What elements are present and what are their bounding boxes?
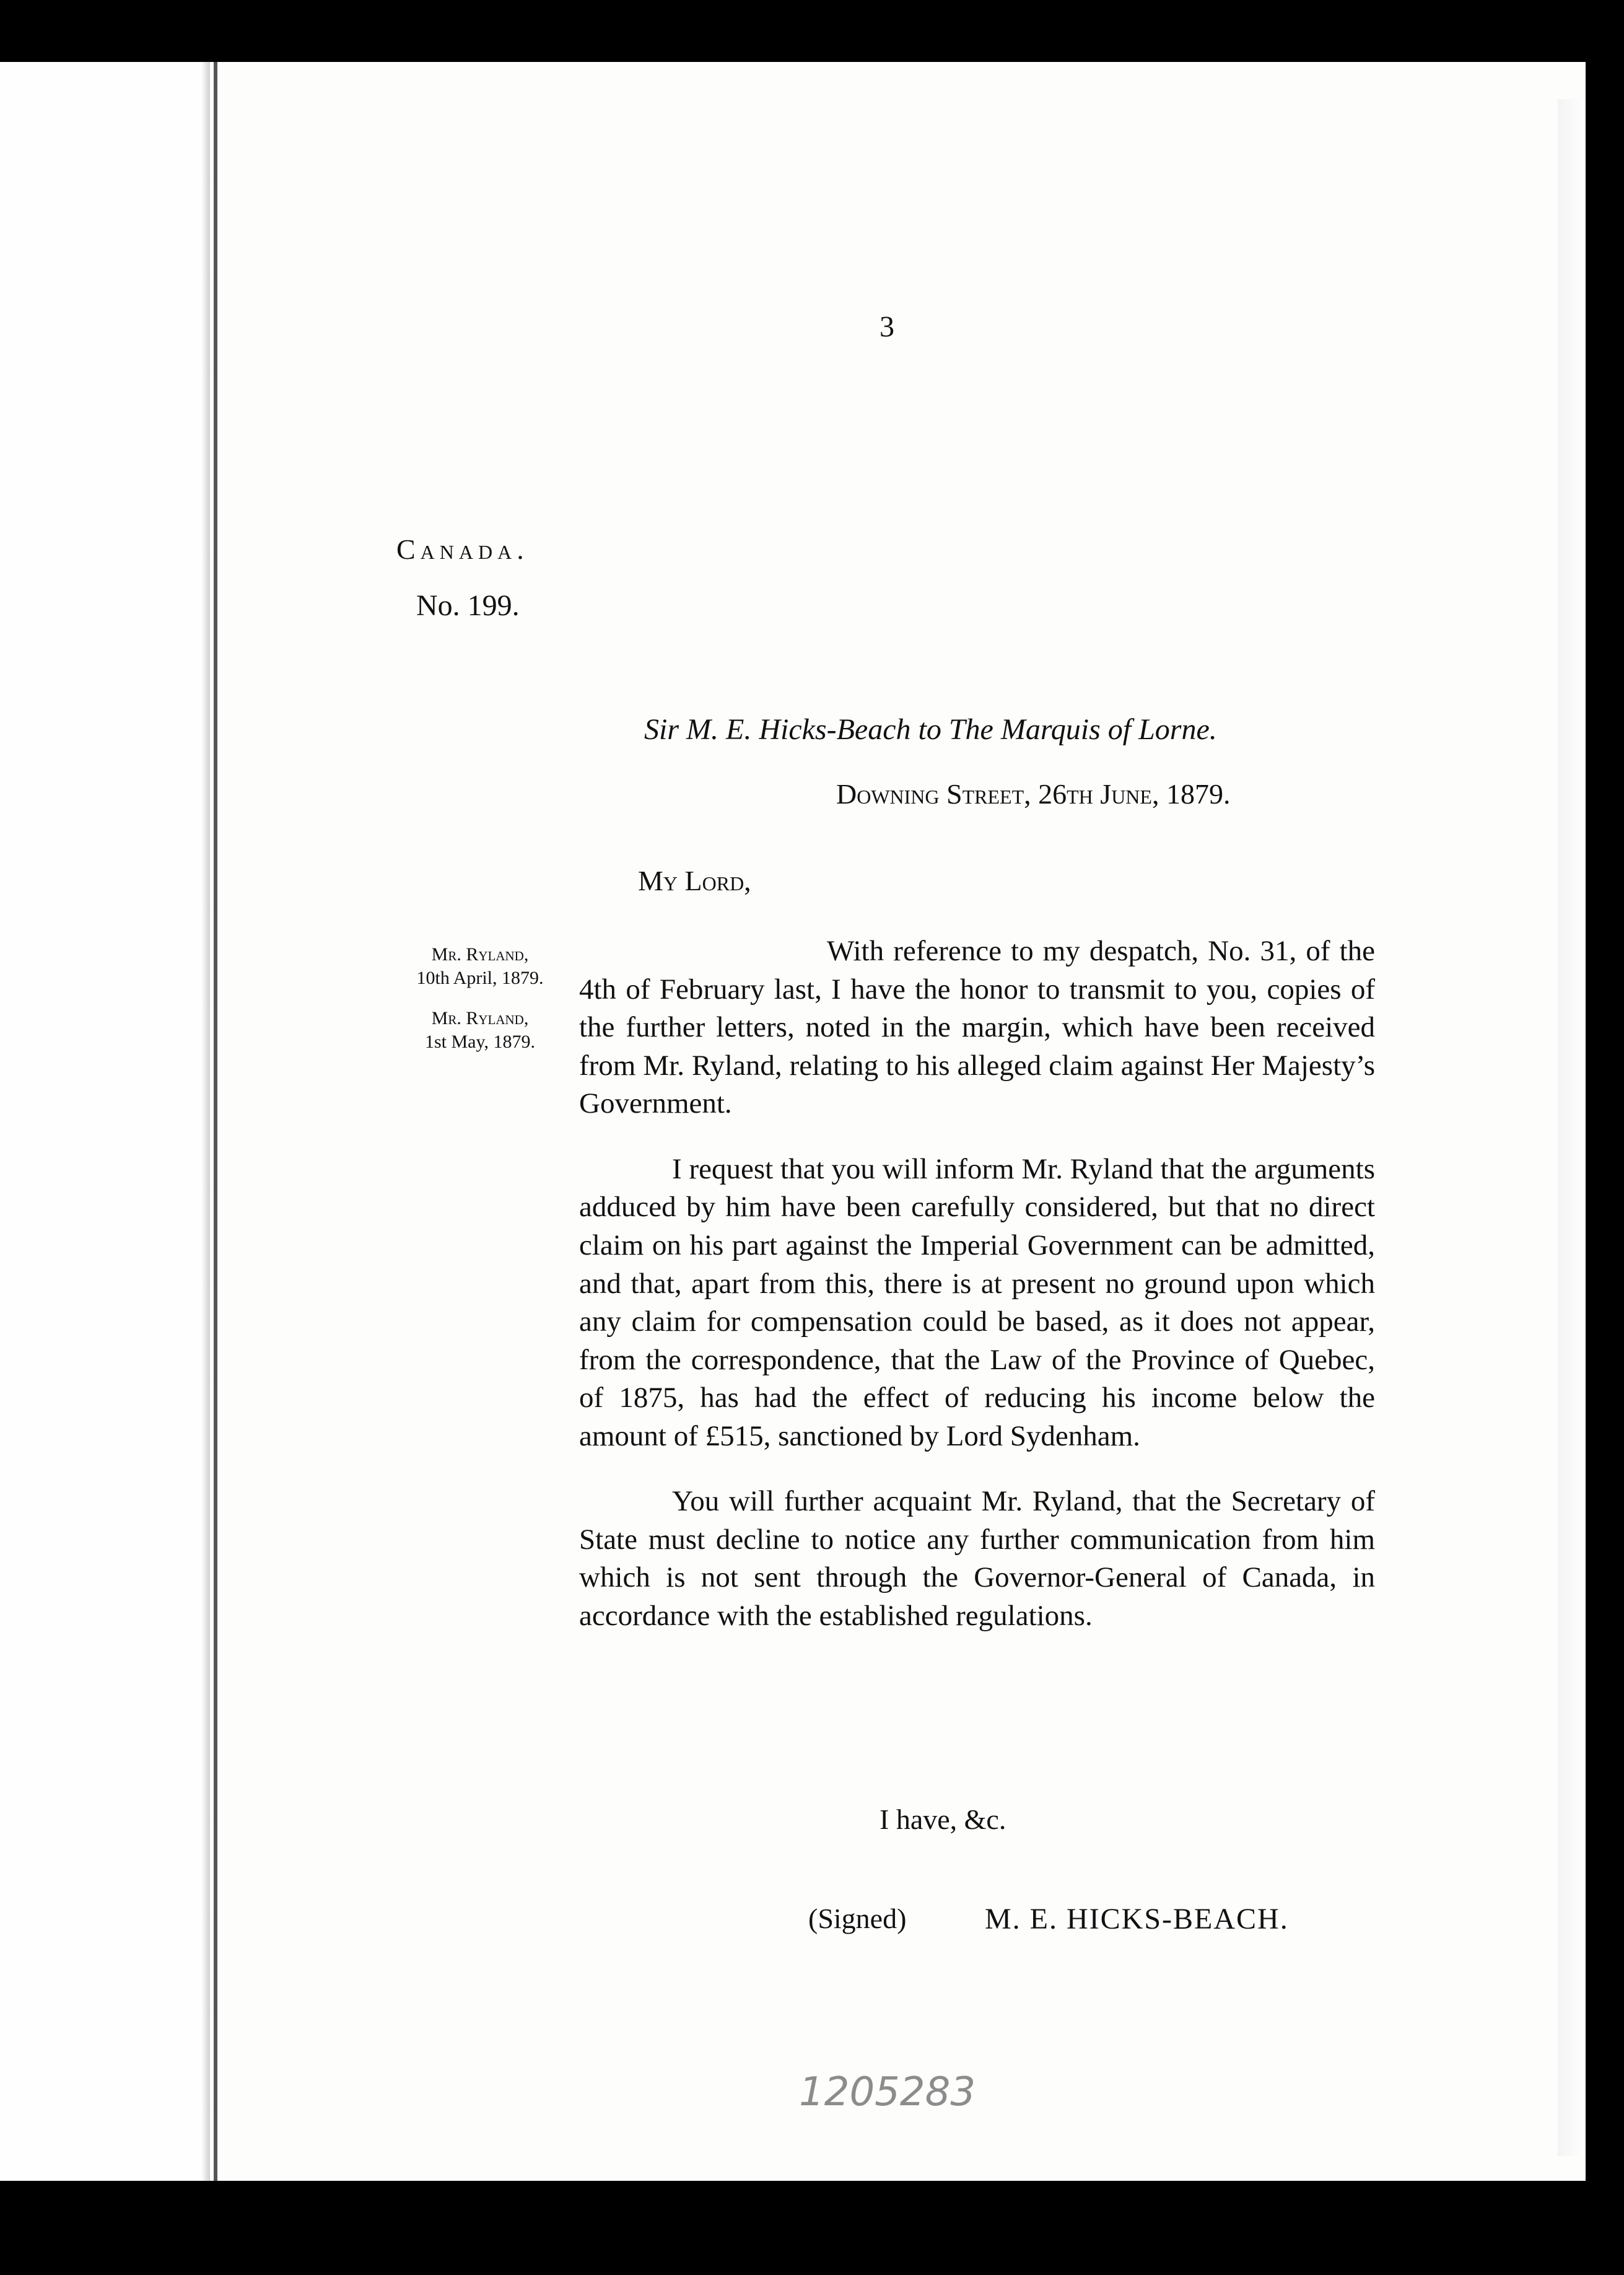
body-paragraph: You will further acquaint Mr. Ryland, that the Secretary of State must decline to notice any further communication from him which is not sent through the Governor-General of Canada, in accordance with the established regulations.: [579, 1485, 1375, 1632]
salutation: My Lord,: [638, 865, 751, 896]
binding-strip: [0, 62, 217, 2181]
margin-note: [390, 1007, 570, 1054]
page-number: 3: [880, 310, 894, 343]
dateline: Downing Street, 26th June, 1879.: [836, 778, 1231, 810]
archive-reference-number: 1205283: [799, 2069, 976, 2115]
body-paragraph: With reference to my despatch, No. 31, of the 4th of February last, I have the honor to transmit to you, copies of the further letters, noted in the margin, which have been received from Mr. Ryland, relating to his alleged claim against Her Majesty’s Government.: [579, 935, 1375, 1120]
country-heading: Canada.: [396, 533, 529, 565]
document-number: No. 199.: [416, 589, 520, 622]
closing: I have, &c.: [880, 1804, 1006, 1835]
signed-label: (Signed): [808, 1903, 907, 1934]
margin-note-date: 1st May, 1879.: [424, 1032, 536, 1053]
binding-gutter: [201, 62, 210, 2181]
signature: M. E. HICKS-BEACH.: [985, 1903, 1289, 1935]
body-paragraph: I request that you will inform Mr. Ryland that the arguments adduced by him have been carefully considered, but that no direct claim on his part against the Imperial Government can be admitted, and that, apart from this, there is at present no ground upon which any claim for compensation could be based, as it does not appear, from the correspondence, that the Law of the Province of Quebec, of 1875, has had the effect of reducing his income below the amount of £515, sanctioned by Lord Sydenham.: [579, 1152, 1375, 1452]
page-edge: [1558, 99, 1586, 2156]
margin-note: [390, 943, 570, 991]
margin-note-name: Mr. Ryland,: [431, 944, 529, 965]
margin-note-name: Mr. Ryland,: [431, 1007, 529, 1028]
margin-notes: [390, 943, 570, 1071]
margin-note-date: 10th April, 1879.: [416, 968, 544, 989]
letter-body: [579, 932, 1375, 1663]
letter-heading: Sir M. E. Hicks-Beach to The Marquis of Lorne.: [644, 713, 1217, 746]
